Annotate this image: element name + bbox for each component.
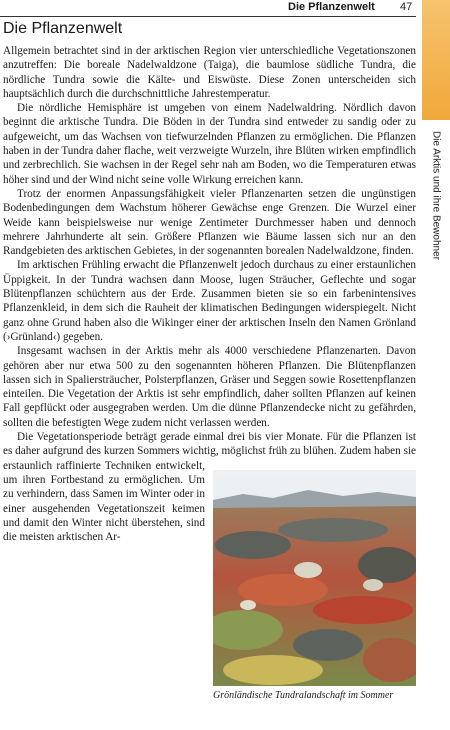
paragraph: Trotz der enormen Anpassungsfähigkeit vieler Pflanzenarten setzen die ungünstigen Bodenbedingungen dem Wachstum höherer Gewächse enge Grenzen. Die Wurzel einer Weide kann beispielsweise nur wenige Zentimeter Durchmesser haben und dennoch mehrere Jahrhunderte alt sein. Größere Pflanzen wie Bäume lassen sich nur an den Randgebieten des arktischen Gebietes, in der sogenannten borealen Nadelwaldzone, finden. (3, 187, 416, 258)
section-title: Die Pflanzenwelt (3, 20, 123, 37)
running-title: Die Pflanzenwelt (288, 1, 375, 13)
tundra-photo (213, 470, 416, 686)
paragraph: Die Vegetationsperiode beträgt gerade einmal drei bis vier Monate. Für die Pflanzen ist es daher aufgrund des kurzen Sommers wichtig, möglichst früh zu blühen. Zudem haben sie erstaunlich raffinierte Techniken entwickelt, um ihren Fortbestand zu ermöglichen. Um zu verhindern, dass Samen im Winter oder in einer ausgehenden Vegetationszeit keimen und damit den Winter nicht überstehen, sind die meisten arktischen Ar- (3, 431, 416, 544)
tundra-landscape-image (213, 470, 416, 686)
paragraph: Die nördliche Hemisphäre ist umgeben von einem Nadelwaldring. Nördlich davon beginnt die arktische Tundra. Die Böden in der Tundra sind entweder zu sandig oder zu aufgeweicht, um das Wachsen von tiefwurzelnden Pflanzen zu ermöglichen. Die Pflanzen haben in der Tundra daher flache, weit verzweigte Wurzeln, ihre Blüten wirken empfindlich und zerbrechlich. Sie wachsen in der Regel sehr nah am Boden, wo die Temperaturen etwas höher sind und der Wind nicht seine volle Wirkung erreichen kann. (3, 102, 416, 186)
figure-caption: Grönländische Tundralandschaft im Sommer (213, 690, 394, 701)
paragraph-text: Insgesamt wachsen in der Arktis mehr als 4000 verschiedene Pflanzenarten. Davon gehören aber nur etwa 500 zu den sogenannten höheren Pflanzen. Die Blütenpflanzen lassen sich in Spaliersträucher, Polsterpflanzen, Gräser und Seggen sowie Rosettenpflanzen einteilen. Die Vegetation der Arktis ist sehr empfindlich, daher sollten Pflanzen auf keinen Fall gepflückt oder ausgegraben werden. Um die dünne Pflanzendecke nicht zu gefährden, sollten die befestigten Wege zudem nicht verlassen werden. (3, 345, 416, 429)
chapter-side-label (431, 131, 442, 260)
running-head (0, 0, 416, 17)
page-number: 47 (400, 1, 413, 13)
chapter-side-label-text: Die Arktis und ihre Bewohner (430, 131, 442, 260)
paragraph: Im arktischen Frühling erwacht die Pflanzenwelt jedoch durchaus zu einer erstaunlichen Üppigkeit. In der Tundra wachsen dann Moose, lugen Sträucher, Geflechte und sogar Blütenpflanzen schüchtern aus der Erde. Zusammen bieten sie so ein farbenintensives Pflanzenkleid, in dem sich die Rauheit der klimatischen Bedingungen widerspiegelt. Nicht ganz ohne Grund haben also die Wikinger einer der arktischen Inseln den Namen Grönland (›Grünland‹) gegeben. (3, 259, 416, 343)
paragraph: Allgemein betrachtet sind in der arktischen Region vier unterschiedliche Vegetationszonen anzutreffen: Die boreale Nadelwaldzone (Taiga), die baumlose südliche Tundra, die nördliche Tundra sowie die Kälte- und Eiswüste. Diese Zonen unterscheiden sich hauptsächlich durch die durchschnittliche Jahrestemperatur. (3, 45, 416, 100)
paragraph (3, 344, 416, 430)
chapter-thumb-tab (422, 0, 450, 120)
